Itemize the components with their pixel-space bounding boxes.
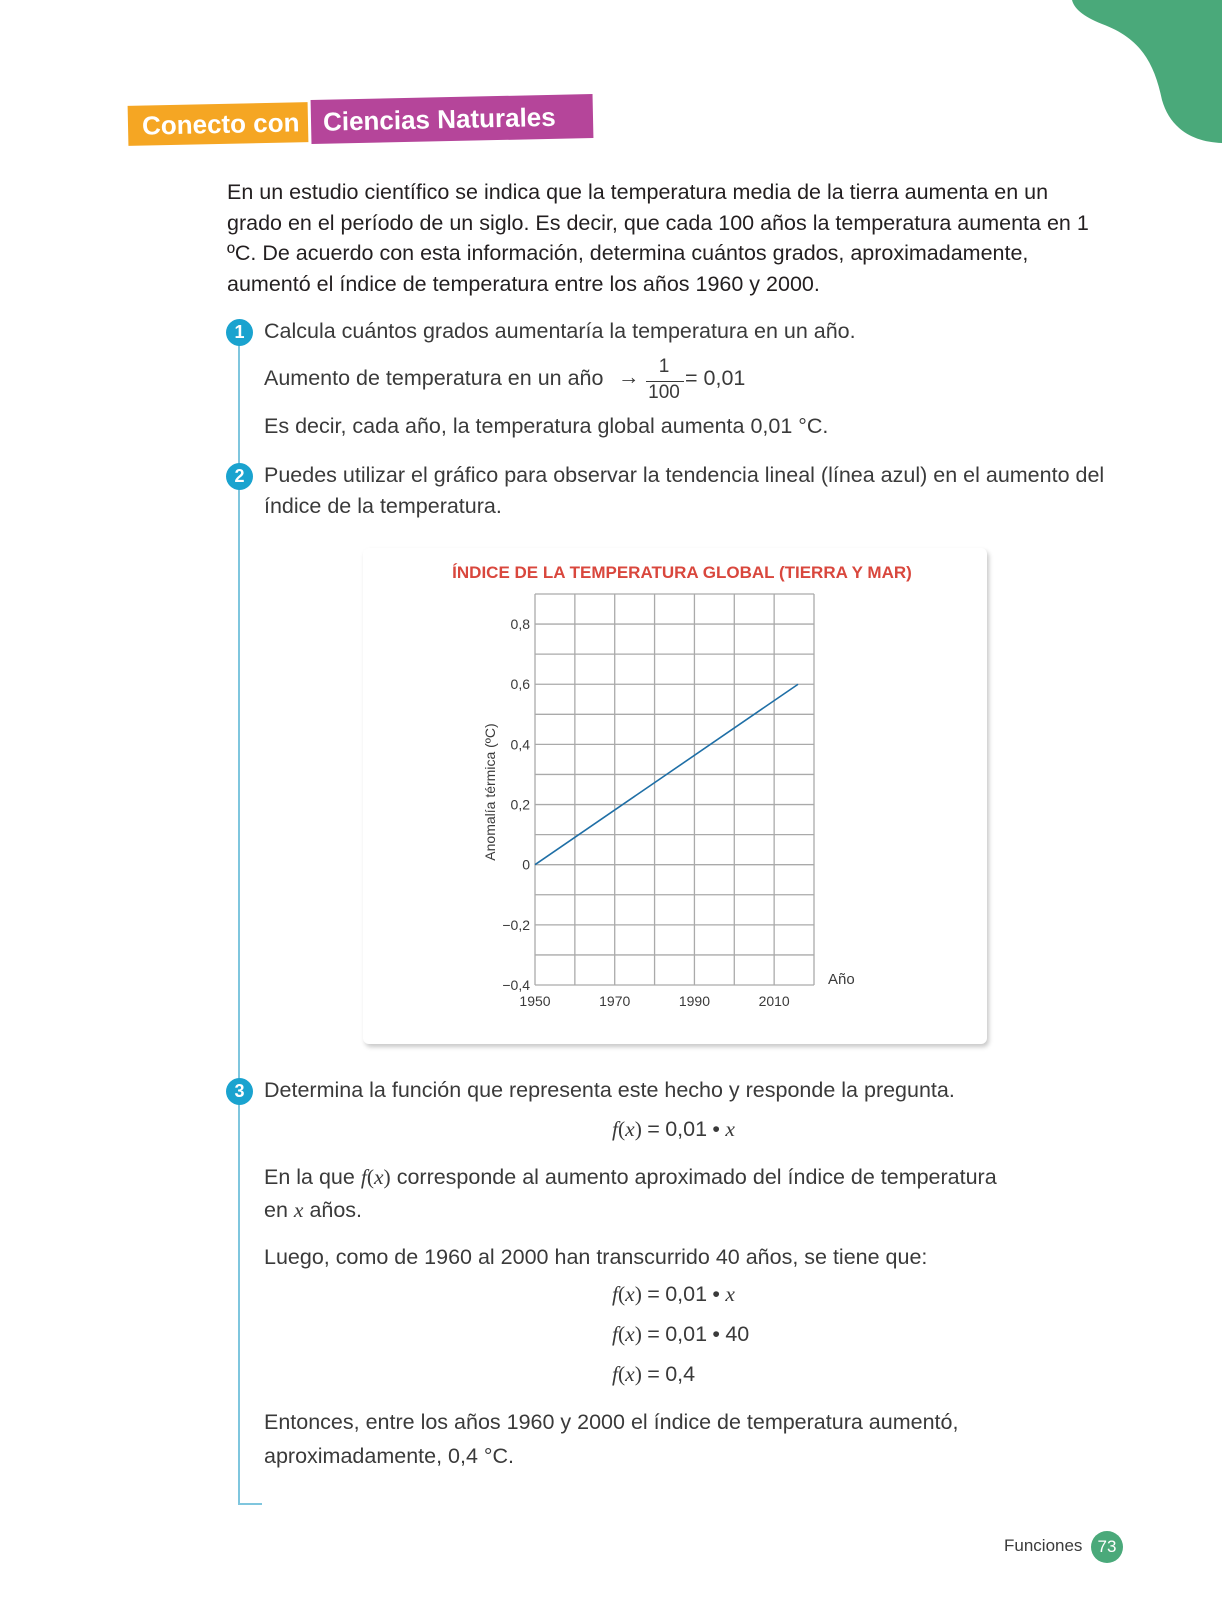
y-tick-label: −0,4 (502, 977, 530, 993)
corner-decoration (1042, 0, 1222, 145)
temperature-chart-card (363, 548, 987, 1044)
expl-1a: En la que (264, 1165, 355, 1189)
step-3-explanation-line1: En la que f(x) corresponde al aumento aproximado del índice de temperatura (264, 1165, 997, 1189)
expl-var-2: x (293, 1198, 304, 1222)
intro-paragraph: En un estudio científico se indica que la temperatura media de la tierra aumenta en un grado en el período de un siglo. Es decir, que cada 100 años la temperatura aumenta en 1 ºC. De acuerdo con esta información, determina cuántos grados, aproximadamente, aumentó el índice de temperatura entre los años 1960 y 2000. (227, 180, 1089, 296)
x-tick-label: 1990 (678, 993, 711, 1009)
step-3-then: Luego, como de 1960 al 2000 han transcurrido 40 años, se tiene que: (264, 1245, 928, 1269)
equation-d: f(x) = 0,4 (612, 1362, 696, 1386)
fraction-denominator: 100 (648, 382, 680, 403)
x-tick-label: 1970 (599, 993, 631, 1009)
y-tick-label: 0,4 (510, 736, 530, 753)
step-1-result: = 0,01 (685, 366, 746, 390)
expl-2a: en (264, 1198, 288, 1222)
steps-rail (238, 340, 240, 1505)
fraction-numerator: 1 (658, 356, 670, 377)
step-2-badge: 2 (226, 463, 253, 490)
y-tick-label: 0,6 (510, 676, 530, 693)
banner-subject-text: Ciencias Naturales (322, 101, 556, 137)
y-tick-label: 0,8 (510, 616, 530, 633)
step-3-explanation-line2 (264, 1195, 362, 1226)
banner-connect-text: Conecto con (141, 107, 300, 141)
arrow-icon: → (618, 365, 640, 389)
y-tick-label: 0 (522, 856, 530, 873)
equation-c: f(x) = 0,01 • 40 (612, 1322, 750, 1346)
expl-var: x (374, 1165, 384, 1189)
x-tick-label: 2010 (758, 993, 790, 1009)
expl-2b: años. (309, 1198, 363, 1222)
step-2-text-line1: Puedes utilizar el gráfico para observar la tendencia lineal (línea azul) en el aumento del (264, 463, 1105, 487)
banner-connect-label (128, 102, 309, 146)
y-axis-label: Anomalía térmica (ºC) (482, 723, 498, 861)
step-1-conclusion: Es decir, cada año, la temperatura global aumenta 0,01 °C. (264, 414, 829, 438)
step-3-text: Determina la función que representa este hecho y responde la pregunta. (264, 1078, 955, 1102)
steps-rail-end (238, 1503, 262, 1505)
equation-b: f(x) = 0,01 • x (612, 1282, 735, 1306)
step-1-badge: 1 (226, 319, 253, 346)
step-3-final-line2: aproximadamente, 0,4 °C. (264, 1444, 515, 1468)
expl-fn: f (360, 1165, 367, 1189)
eq-rhs: 0,01 (665, 1117, 708, 1141)
expl-1b: corresponde al aumento aproximado del índice de temperatura (396, 1165, 997, 1189)
x-tick-label: 1950 (519, 993, 551, 1009)
step-3-badge: 3 (226, 1078, 253, 1105)
chart-title: ÍNDICE DE LA TEMPERATURA GLOBAL (TIERRA Y MAR) (452, 563, 912, 582)
eq-fn: f (612, 1117, 618, 1141)
page-number-badge: 73 (1091, 1531, 1123, 1563)
step-3-final-line1: Entonces, entre los años 1960 y 2000 el índice de temperatura aumentó, (264, 1410, 959, 1434)
step-1-text: Calcula cuántos grados aumentaría la temperatura en un año. (264, 319, 856, 343)
temperature-chart (363, 548, 987, 1044)
y-tick-label: −0,2 (502, 916, 530, 933)
footer-section-label: Funciones (1004, 1536, 1083, 1555)
step-1-formula-label: Aumento de temperatura en un año (264, 366, 604, 390)
step-2-text-line2: índice de la temperatura. (264, 494, 502, 518)
x-axis-label: Año (828, 971, 855, 988)
equation-function: f(x) = 0,01 • x (612, 1117, 735, 1141)
banner-subject-label (311, 94, 594, 144)
eq-var: x (625, 1117, 635, 1141)
y-tick-label: 0,2 (510, 796, 530, 813)
eq-var-2: x (725, 1117, 735, 1141)
